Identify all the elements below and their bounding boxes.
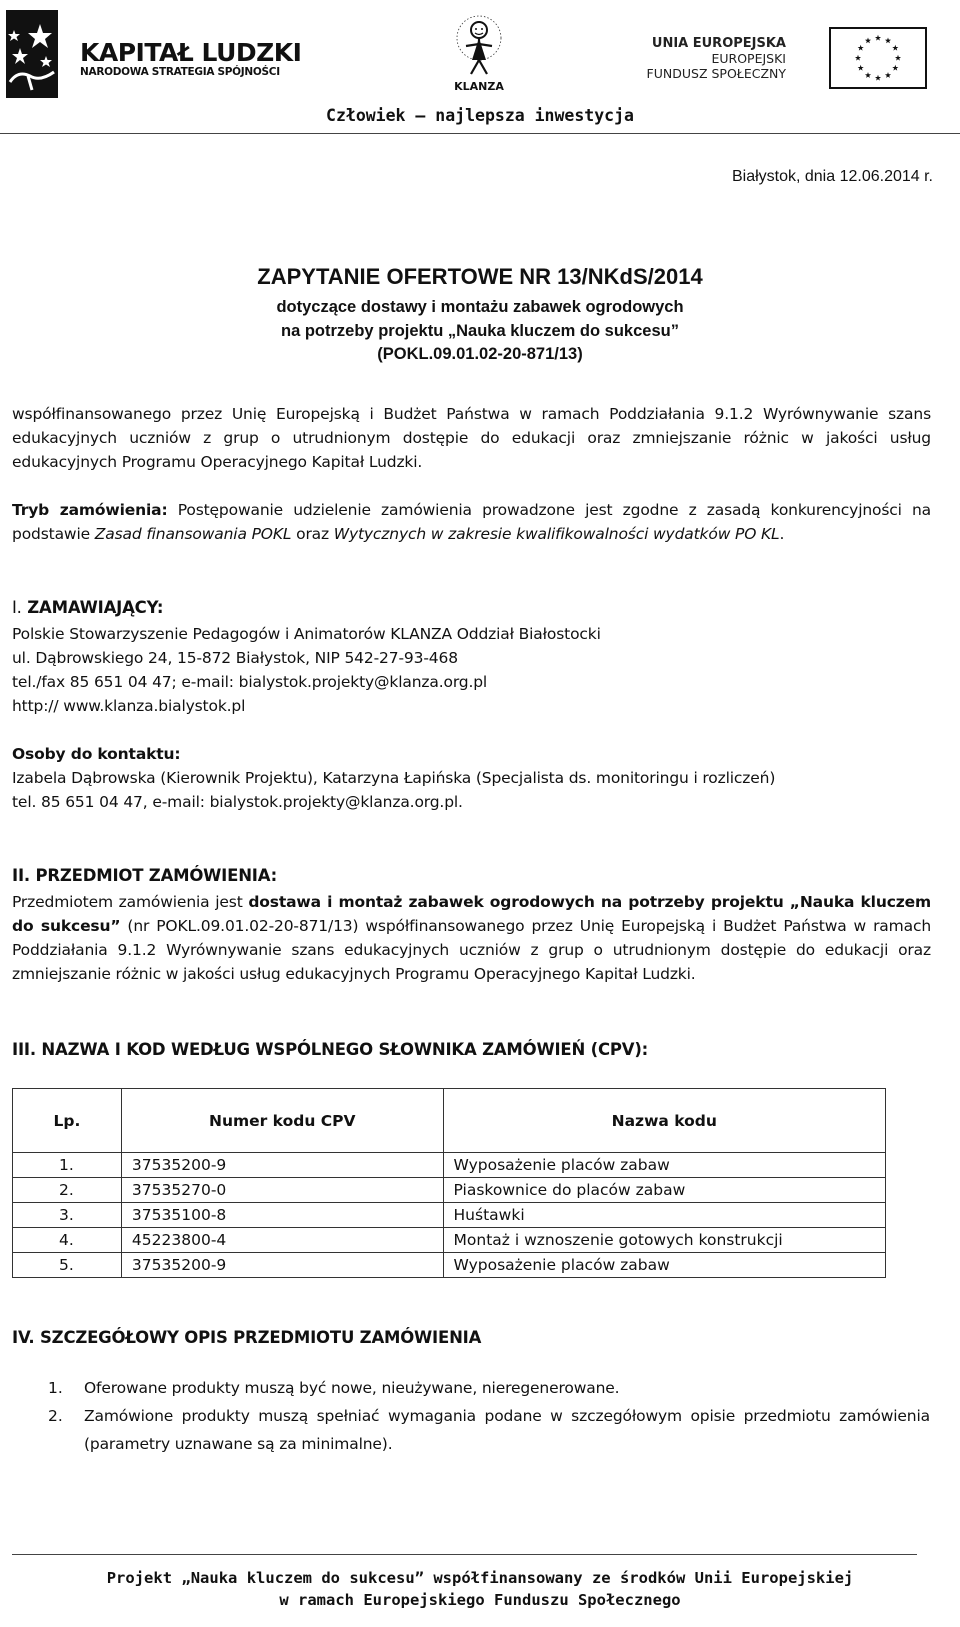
- cpv-code: 37535200-9: [121, 1253, 443, 1278]
- tryb-text-2: oraz: [291, 525, 334, 543]
- zamawiajacy-line-4: http:// www.klanza.bialystok.pl: [12, 697, 246, 715]
- eu-flag-icon: [829, 27, 927, 89]
- page-header: [0, 0, 960, 134]
- klanza-logo-label: KLANZA: [454, 80, 504, 93]
- section-2-paragraph: [12, 890, 931, 986]
- list-item-2-number: 2.: [48, 1407, 63, 1425]
- cpv-header-lp: Lp.: [13, 1089, 122, 1153]
- kapital-ludzki-subtitle: NARODOWA STRATEGIA SPÓJNOŚCI: [80, 66, 280, 78]
- zamawiajacy-line-1: Polskie Stowarzyszenie Pedagogów i Animatorów KLANZA Oddział Białostocki: [12, 625, 601, 643]
- eu-text-block: [647, 36, 786, 81]
- footer-line-2: w ramach Europejskiego Funduszu Społecznego: [279, 1591, 681, 1609]
- document-subtitle: [0, 296, 960, 367]
- eu-line-3: FUNDUSZ SPOŁECZNY: [646, 66, 786, 81]
- header-divider: [0, 133, 960, 134]
- cpv-name: Wyposażenie placów zabaw: [443, 1153, 885, 1178]
- cpv-code: 45223800-4: [121, 1228, 443, 1253]
- eu-line-2: EUROPEJSKI: [711, 51, 786, 66]
- cpv-lp: 3.: [13, 1203, 122, 1228]
- tryb-italic-2: Wytycznych w zakresie kwalifikowalności wydatków PO KL: [333, 525, 780, 543]
- section-2-bold: dostawa i montaż zabawek ogrodowych na potrzeby projektu „Nauka kluczem do sukcesu”: [12, 893, 931, 935]
- subtitle-line-2: na potrzeby projektu „Nauka kluczem do sukcesu”: [281, 321, 679, 340]
- header-motto: Człowiek – najlepsza inwestycja: [326, 106, 634, 125]
- table-row: [13, 1253, 886, 1278]
- cpv-name: Huśtawki: [443, 1203, 885, 1228]
- section-1-title: ZAMAWIAJĄCY:: [21, 598, 164, 617]
- section-3-heading: III. NAZWA I KOD WEDŁUG WSPÓLNEGO SŁOWNIKA ZAMÓWIEŃ (CPV):: [12, 1040, 649, 1059]
- cpv-header-name: Nazwa kodu: [443, 1089, 885, 1153]
- document-title: ZAPYTANIE OFERTOWE NR 13/NKdS/2014: [257, 264, 703, 289]
- tryb-text-1: Postępowanie udzielenie zamówienia prowadzone jest zgodne z zasadą konkurencyjności na podstawie: [12, 501, 932, 543]
- kapital-ludzki-logo-icon: [6, 10, 58, 98]
- contacts-heading: Osoby do kontaktu:: [12, 745, 181, 763]
- cpv-code: 37535200-9: [121, 1153, 443, 1178]
- cpv-header-code: Numer kodu CPV: [121, 1089, 443, 1153]
- section-2-heading: II. PRZEDMIOT ZAMÓWIENIA:: [12, 866, 278, 885]
- list-item-1-number: 1.: [48, 1379, 63, 1397]
- intro-paragraph: współfinansowanego przez Unię Europejską i Budżet Państwa w ramach Poddziałania 9.1.2 Wyrównywanie szans edukacyjnych uczniów z grup o utrudnionym dostępie do edukacji oraz zmniejszanie różnic w jakości usług edukacyjnych Programu Operacyjnego Kapitał Ludzki.: [12, 405, 931, 471]
- tryb-label: Tryb zamówienia:: [12, 501, 168, 519]
- klanza-logo-icon: [454, 2, 504, 94]
- cpv-lp: 2.: [13, 1178, 122, 1203]
- subtitle-line-1: dotyczące dostawy i montażu zabawek ogrodowych: [276, 298, 684, 316]
- cpv-name: Wyposażenie placów zabaw: [443, 1253, 885, 1278]
- list-item-2-text: Zamówione produkty muszą spełniać wymagania podane w szczegółowym opisie przedmiotu zamówienia (parametry uznawane są za minimalne).: [84, 1407, 930, 1453]
- cpv-name: Montaż i wznoszenie gotowych konstrukcji: [443, 1228, 885, 1253]
- tryb-text-3: .: [779, 525, 785, 543]
- table-row: [13, 1203, 886, 1228]
- list-item-1-text: Oferowane produkty muszą być nowe, nieużywane, nieregenerowane.: [84, 1379, 620, 1397]
- contacts-line-2: tel. 85 651 04 47, e-mail: bialystok.projekty@klanza.org.pl.: [12, 793, 463, 811]
- table-row: [13, 1228, 886, 1253]
- cpv-name: Piaskownice do placów zabaw: [443, 1178, 885, 1203]
- table-row: [13, 1178, 886, 1203]
- tryb-italic-1: Zasad finansowania POKL: [94, 525, 292, 543]
- footer-divider: [12, 1554, 917, 1555]
- kapital-ludzki-title: KAPITAŁ LUDZKI: [80, 38, 302, 67]
- document-date: Białystok, dnia 12.06.2014 r.: [731, 168, 933, 185]
- section-1-number: I.: [12, 598, 22, 617]
- cpv-lp: 5.: [13, 1253, 122, 1278]
- table-row: [13, 1153, 886, 1178]
- contacts-line-1: Izabela Dąbrowska (Kierownik Projektu), Katarzyna Łapińska (Specjalista ds. monitoringu i rozliczeń): [12, 769, 776, 787]
- section-2-text-1: Przedmiotem zamówienia jest: [12, 893, 249, 911]
- section-2-text-2: (nr POKL.09.01.02-20-871/13) współfinansowanego przez Unię Europejską i Budżet Państwa w ramach Poddziałania 9.1.2 Wyrównywanie szans edukacyjnych uczniów z grup o utrudnionym dostępie do edukacji oraz zmniejszanie różnic w jakości usług edukacyjnych Programu Operacyjnego Kapitał Ludzki.: [12, 917, 931, 983]
- cpv-code: 37535270-0: [121, 1178, 443, 1203]
- footer-line-1: Projekt „Nauka kluczem do sukcesu” współfinansowany ze środków Unii Europejskiej: [106, 1569, 854, 1587]
- cpv-table-header-row: [13, 1089, 886, 1153]
- cpv-code: 37535100-8: [121, 1203, 443, 1228]
- eu-line-1: UNIA EUROPEJSKA: [651, 36, 786, 51]
- zamawiajacy-line-3: tel./fax 85 651 04 47; e-mail: bialystok.projekty@klanza.org.pl: [12, 673, 488, 691]
- subtitle-line-3: (POKL.09.01.02-20-871/13): [377, 345, 583, 363]
- tryb-paragraph: [12, 498, 931, 546]
- section-4-heading: IV. SZCZEGÓŁOWY OPIS PRZEDMIOTU ZAMÓWIENIA: [12, 1328, 482, 1347]
- cpv-lp: 4.: [13, 1228, 122, 1253]
- section-1-heading: [12, 598, 163, 617]
- cpv-table: [12, 1088, 886, 1278]
- cpv-lp: 1.: [13, 1153, 122, 1178]
- zamawiajacy-line-2: ul. Dąbrowskiego 24, 15-872 Białystok, NIP 542-27-93-468: [12, 649, 458, 667]
- page-footer: [0, 1567, 960, 1611]
